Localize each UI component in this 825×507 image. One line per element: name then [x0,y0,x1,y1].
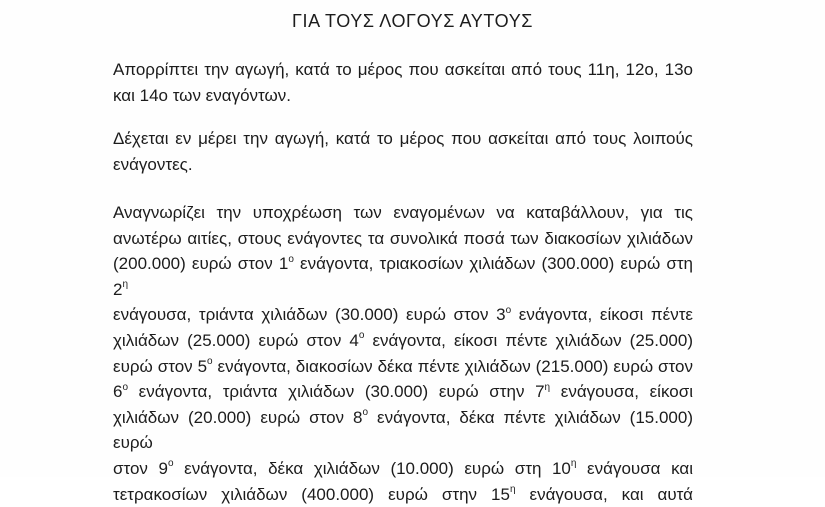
text-segment: στον 9 [113,458,168,478]
text-segment: ενάγοντα, τριακοσίων χιλιάδων (300.000) ευρώ στη 2 [113,254,693,299]
text-segment: ενάγοντα, είκοσι πέντε [511,305,694,325]
text-segment: (200.000) ευρώ στον 1 [113,254,289,274]
text-line: ανωτέρω αιτίες, στους ενάγοντες τα συνολικά ποσά των διακοσίων χιλιάδων [113,228,693,248]
ordinal-superscript: ο [358,330,365,342]
text-segment: ενάγοντα, διακοσίων δέκα πέντε χιλιάδων (215.000) ευρώ στον [212,356,693,376]
text-line: Απορρίπτει την αγωγή, κατά το μέρος που ασκείται από τους 11η, 12ο, 13ο [113,60,693,79]
text-segment: ευρώ στον 5 [113,356,208,376]
text-segment: ενάγοντα, τριάντα χιλιάδων (30.000) ευρώ στην 7 [128,382,545,402]
ordinal-superscript: η [122,279,129,291]
text-segment: ενάγοντα, δέκα πέντε χιλιάδων (15.000) ευρώ [113,407,693,453]
text-segment: ενάγουσα, είκοσι [550,382,693,402]
text-line [113,482,693,507]
text-segment: ενάγοντα, δέκα χιλιάδων (10.000) ευρώ στη 10 [173,458,571,478]
text-line [113,456,693,482]
text-line: και 14ο των εναγόντων. [113,85,292,105]
text-line [113,405,693,456]
ordinal-superscript: ο [505,304,512,316]
paragraph-rejection [113,57,693,108]
text-line [113,354,693,380]
text-segment: τετρακοσίων χιλιάδων (400.000) ευρώ στην 15 [113,484,510,504]
paragraph-recognition [113,200,693,507]
text-segment: ενάγουσα, τριάντα χιλιάδων (30.000) ευρώ στον 3 [113,305,506,325]
text-line [113,328,693,354]
text-line [113,251,693,302]
ordinal-superscript: η [509,483,516,495]
text-segment: ενάγουσα, και αυτά [515,484,693,504]
ordinal-superscript: ο [167,458,174,470]
document-heading: ΓΙΑ ΤΟΥΣ ΛΟΓΟΥΣ ΑΥΤΟΥΣ [291,11,534,31]
text-line: ενάγοντες. [113,154,193,174]
ordinal-superscript: ο [288,253,294,265]
paragraph-partial-acceptance [113,126,693,177]
ordinal-superscript: ο [207,355,213,367]
text-segment: χιλιάδων (25.000) ευρώ στον 4 [113,330,359,350]
ordinal-superscript: η [544,381,551,393]
ordinal-superscript: ο [122,381,129,393]
text-line [113,379,693,405]
ordinal-superscript: ο [362,407,369,419]
text-line [113,302,693,328]
text-line: Αναγνωρίζει την υποχρέωση των εναγομένων να καταβάλλουν, για τις [113,203,693,222]
ordinal-superscript: η [570,458,577,470]
text-line: Δέχεται εν μέρει την αγωγή, κατά το μέρος που ασκείται από τους λοιπούς [113,129,693,148]
text-segment: ενάγουσα και [576,458,693,478]
text-segment: ενάγοντα, είκοσι πέντε χιλιάδων (25.000) [364,330,693,350]
text-segment: χιλιάδων (20.000) ευρώ στον 8 [113,407,363,427]
text-segment: 6 [113,382,123,402]
